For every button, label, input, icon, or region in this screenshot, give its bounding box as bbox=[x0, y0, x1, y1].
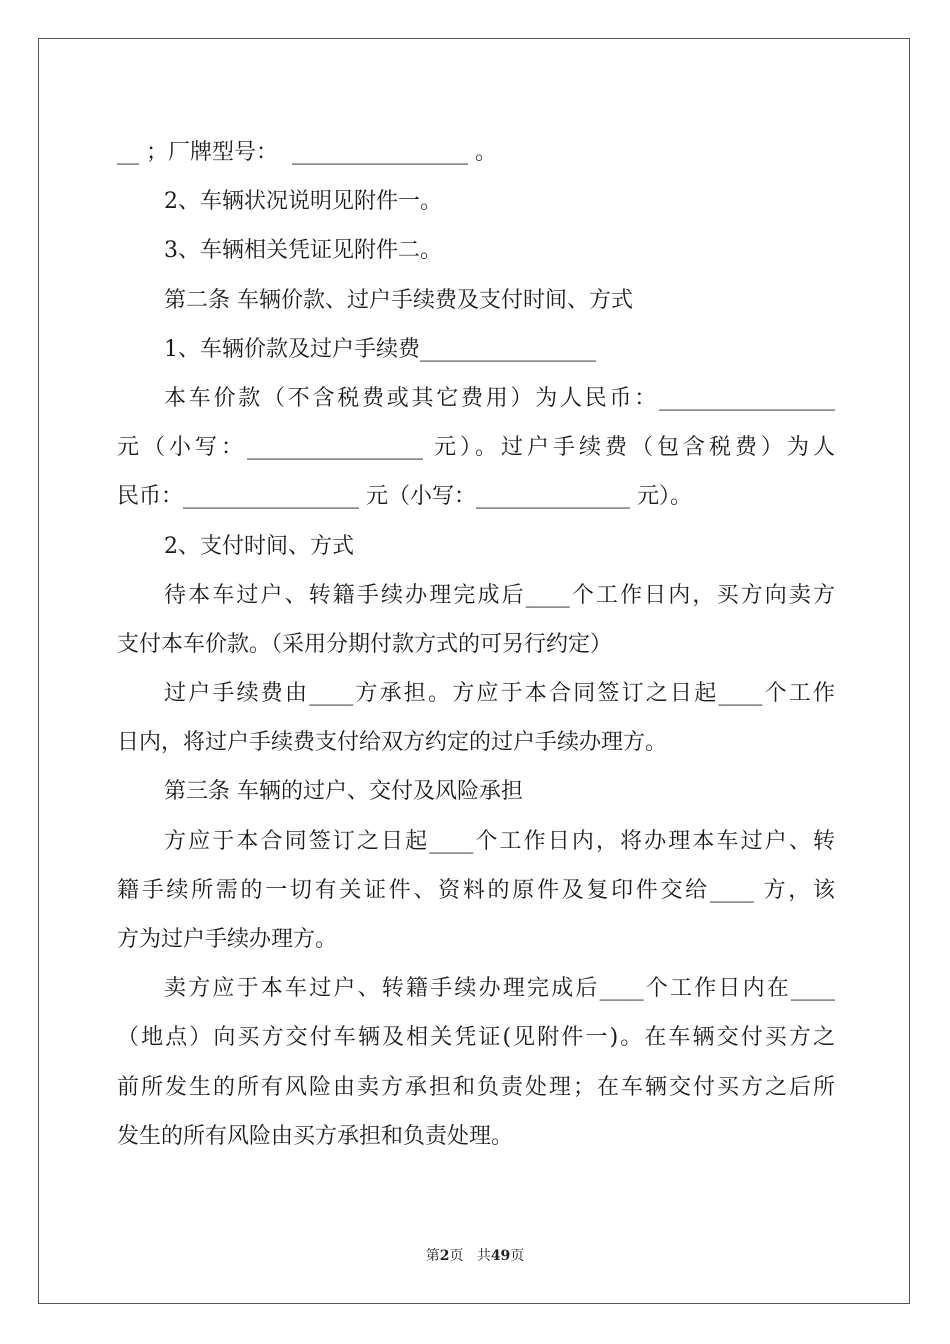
text-line: 支付本车价款。（采用分期付款方式的可另行约定） bbox=[117, 631, 613, 657]
text-line: 待本车过户、转籍手续办理完成后____个工作日内，买方向卖方 bbox=[164, 582, 835, 608]
text-line: __ ；厂牌型号： ________________ 。 bbox=[117, 140, 497, 165]
section-heading: 第三条 车辆的过户、交付及风险承担 bbox=[164, 779, 523, 805]
total-pages: 49 bbox=[490, 1248, 511, 1264]
text-line: 本车价款（不含税费或其它费用）为人民币：________________ bbox=[164, 385, 835, 411]
page-prefix: 第 bbox=[425, 1248, 440, 1264]
total-suffix: 页 bbox=[510, 1248, 525, 1264]
text-line: 籍手续所需的一切有关证件、资料的原件及复印件交给____ 方，该 bbox=[117, 877, 835, 903]
text-line: 日内，将过户手续费支付给双方约定的过户手续办理方。 bbox=[117, 730, 668, 756]
text-line: 民币：________________ 元（小写：______________ 元）。 bbox=[117, 484, 692, 510]
text-line: 1、车辆价款及过户手续费________________ bbox=[164, 336, 596, 362]
text-line: 方应于本合同签订之日起____个工作日内，将办理本车过户、转 bbox=[164, 828, 835, 854]
document-body bbox=[117, 128, 835, 1161]
section-heading: 第二条 车辆价款、过户手续费及支付时间、方式 bbox=[164, 287, 633, 313]
text-line: 方为过户手续办理方。 bbox=[117, 927, 338, 952]
total-prefix: 共 bbox=[476, 1248, 491, 1264]
text-line: 2、支付时间、方式 bbox=[164, 533, 354, 559]
page-footer bbox=[0, 1245, 950, 1265]
text-line: 前所发生的所有风险由卖方承担和负责处理；在车辆交付买方之后所 bbox=[117, 1074, 835, 1100]
text-line: 发生的所有风险由买方承担和负责处理。 bbox=[117, 1123, 514, 1149]
page-number: 2 bbox=[439, 1248, 450, 1264]
text-line: 元（小写：________________ 元）。过户手续费（包含税费）为人 bbox=[117, 435, 835, 461]
text-line: 卖方应于本车过户、转籍手续办理完成后____个工作日内在____ bbox=[164, 976, 835, 1002]
page-suffix: 页 bbox=[449, 1248, 464, 1264]
text-line: 3、车辆相关凭证见附件二。 bbox=[164, 238, 442, 264]
text-line: 过户手续费由____方承担。方应于本合同签订之日起____个工作 bbox=[164, 681, 835, 707]
text-line: （地点）向买方交付车辆及相关凭证(见附件一)。在车辆交付买方之 bbox=[117, 1025, 835, 1051]
text-line: 2、车辆状况说明见附件一。 bbox=[164, 189, 442, 215]
